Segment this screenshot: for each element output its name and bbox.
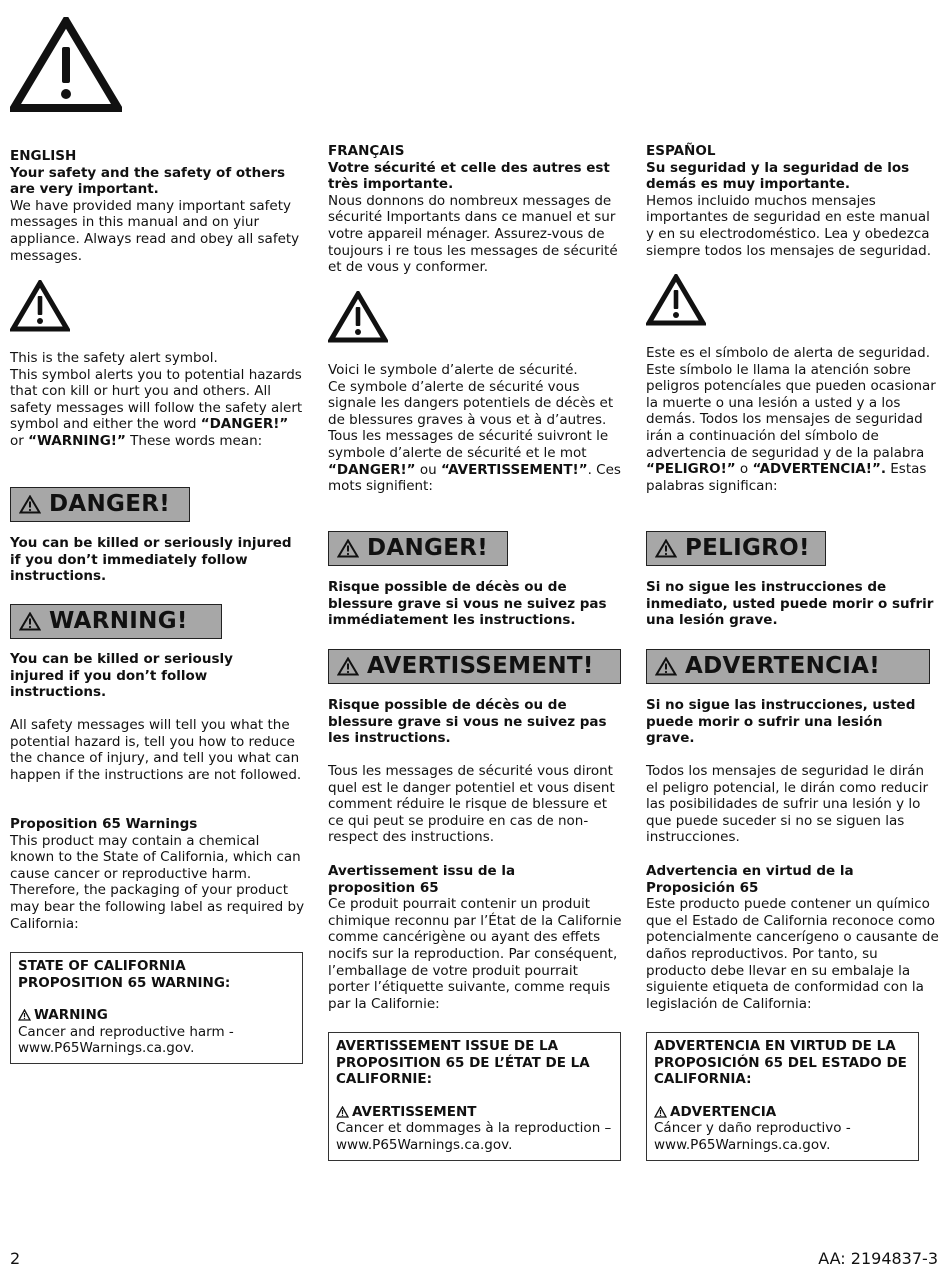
danger-label: DANGER! [367,535,489,562]
box-heading: ADVERTENCIA EN VIRTUD DE LA PROPOSICIÓN 65 DEL ESTADO DE CALIFORNIA: [654,1038,907,1088]
proposition-title: Avertissement issu de la proposition 65 [328,863,516,896]
safety-symbol-text [646,345,940,494]
proposition-text: Ce produit pourrait contenir un produit chimique reconnu par l’État de la Californie comme cancérigène ou ayant des effets nocifs sur la reproduction. Par conséquent, l’emballage de votre produit pourrait porter l’étiquette suivante, comme requis par la Californie: [328,896,622,1012]
danger-banner [646,531,826,566]
california-warning-box [646,1032,919,1161]
all-messages-text: Todos los mensajes de seguridad le dirán el peligro potencial, le dirán como reducir las posibilidades de sufrir una lesión y lo que puede suceder si no se siguen las instrucciones. [646,763,928,846]
box-heading: STATE OF CALIFORNIA PROPOSITION 65 WARNING: [18,958,231,991]
symbol-description: Este es el símbolo de alerta de seguridad. [646,345,931,361]
intro-text: Nous donnons do nombreux messages de sécurité Importants dans ce manuel et sur votre appareil ménager. Assurez-vous de toujours i re tous les messages de sécurité et de vous y conformer. [328,192,618,276]
proposition-title: Proposition 65 Warnings [10,816,198,832]
warning-label: WARNING! [49,608,188,635]
warning-triangle-icon [10,17,122,112]
symbol-description: Voici le symbole d’alerte de sécurité. [328,362,578,378]
warning-text: Risque possible de décès ou de blessure grave si vous ne suivez pas les instructions. [328,697,607,747]
proposition-65-section [10,816,305,932]
language-heading: ESPAÑOL [646,143,716,159]
page-number: 2 [10,1249,21,1265]
warning-banner [10,604,222,639]
box-text: Cáncer y daño reproductivo - www.P65Warnings.ca.gov. [654,1120,851,1153]
symbol-description: This is the safety alert symbol. [10,350,218,366]
box-warning: AVERTISSEMENT [336,1104,613,1121]
danger-text: You can be killed or seriously injured if you don’t immediately follow instructions. [10,535,292,585]
warning-banner [646,649,930,684]
french-intro [328,143,622,276]
warning-triangle-icon [336,1106,349,1118]
proposition-65-section [328,863,622,1012]
warning-triangle-icon [19,612,41,631]
warning-triangle-icon [337,657,359,676]
spanish-intro [646,143,940,259]
california-warning-box [328,1032,621,1161]
danger-label: DANGER! [49,491,171,518]
safety-headline: Su seguridad y la seguridad de los demás es muy importante. [646,159,910,193]
document-code: AA: 2194837-3 [818,1249,938,1265]
warning-label: AVERTISSEMENT! [367,653,594,680]
box-warning: ADVERTENCIA [654,1104,911,1121]
danger-text: Si no sigue les instrucciones de inmediato, usted puede morir o sufrir una lesión grave. [646,579,934,629]
language-heading: ENGLISH [10,148,77,164]
warning-text: Si no sigue las instrucciones, usted puede morir o sufrir una lesión grave. [646,697,916,747]
warning-text: You can be killed or seriously injured if you don’t follow instructions. [10,651,233,701]
warning-label: ADVERTENCIA! [685,653,881,680]
warning-triangle-icon [655,657,677,676]
warning-triangle-icon [654,1106,667,1118]
warning-triangle-icon [646,274,706,326]
proposition-65-section [646,863,940,1012]
all-messages-text: All safety messages will tell you what the potential hazard is, tell you how to reduce the chance of injury, and tell you what can happen if the instructions are not followed. [10,717,302,783]
warning-triangle-icon [18,1009,31,1021]
safety-symbol-text [328,362,622,495]
warning-triangle-icon [10,280,70,332]
language-heading: FRANÇAIS [328,143,405,159]
california-warning-box [10,952,303,1064]
symbol-explanation: Este símbolo le llama la atención sobre peligros potencíales que pueden ocasionar la muerte o una lesión a usted y a los demás. Todos los mensajes de seguridad irán a continuación del símbolo de advertencia de seguridad y de la palabra “PELIGRO!” o “ADVERTENCIA!”. Estas palabras significan: [646,361,936,494]
box-text: Cancer and reproductive harm - www.P65Warnings.ca.gov. [18,1023,234,1057]
all-messages-text: Tous les messages de sécurité vous diront quel est le danger potentiel et vous disent comment réduire le risque de blessure et ce qui peut se produire en cas de non-respect des instructions. [328,763,615,846]
box-text: Cancer et dommages à la reproduction – www.P65Warnings.ca.gov. [336,1120,612,1153]
safety-headline: Your safety and the safety of others are very important. [10,164,286,198]
symbol-explanation: Ce symbole d’alerte de sécurité vous signale les dangers potentiels de décès et de blessures graves à vous et à d’autres. Tous les messages de sécurité suivront le symbole d’alerte de sécurité et le mot “DANGER!” ou “AVERTISSEMENT!”. Ces mots signifient: [328,378,621,495]
proposition-text: This product may contain a chemical known to the State of California, which can cause cancer or reproductive harm. Therefore, the packaging of your product may bear the following label as required by California: [10,832,305,932]
proposition-title: Advertencia en virtud de la Proposición 65 [646,863,854,896]
symbol-explanation: This symbol alerts you to potential hazards that con kill or hurt you and others. All safety messages will follow the safety alert symbol and either the word “DANGER!” or “WARNING!” These words mean: [10,366,303,449]
warning-banner [328,649,621,684]
box-warning: WARNING [18,1007,295,1024]
danger-text: Risque possible de décès ou de blessure grave si vous ne suivez pas immédiatement les instructions. [328,579,607,629]
danger-banner [10,487,190,522]
warning-triangle-icon [19,495,41,514]
warning-triangle-icon [655,539,677,558]
box-heading: AVERTISSEMENT ISSUE DE LA PROPOSITION 65 DE L’ÉTAT DE LA CALIFORNIE: [336,1038,590,1088]
danger-banner [328,531,508,566]
warning-triangle-icon [328,291,388,343]
safety-headline: Votre sécurité et celle des autres est très importante. [328,159,610,193]
warning-triangle-icon [337,539,359,558]
intro-text: We have provided many important safety messages in this manual and on yiur appliance. Always read and obey all safety messages. [10,197,300,264]
proposition-text: Este producto puede contener un químico que el Estado de California reconoce como potencialmente cancerígeno o causante de daños reproductivos. Por tanto, su producto debe llevar en su embalaje la siguiente etiqueta de conformidad con la legislación de California: [646,896,939,1012]
intro-text: Hemos incluido muchos mensajes importantes de seguridad en este manual y en su electrodoméstico. Lea y obedezca siempre todos los mensajes de seguridad. [646,192,932,259]
safety-symbol-text [10,350,305,450]
english-intro [10,148,305,264]
danger-label: PELIGRO! [685,535,810,562]
